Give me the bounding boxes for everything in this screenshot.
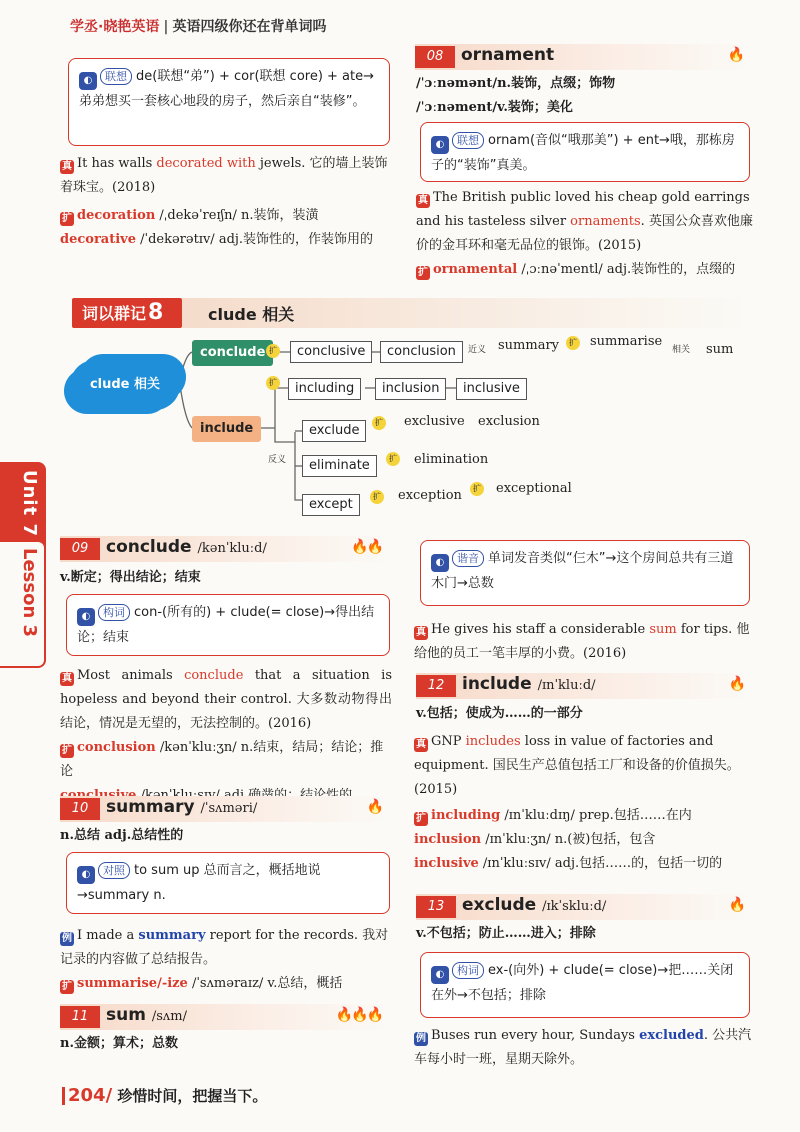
word-summarise: summarise: [590, 334, 663, 349]
mnemonic-box-conclude: ◐ 构词 con-(所有的) + clude(= close)→得出结论；结束: [66, 594, 390, 656]
memory-icon: ◐: [77, 608, 95, 626]
extend-icon: 扩: [266, 376, 280, 390]
node-inclusive: inclusive: [456, 378, 527, 400]
extend-icon: 扩: [470, 482, 484, 496]
fire-icon: 🔥: [727, 47, 743, 63]
fire-icon: 🔥🔥: [351, 539, 382, 555]
relation-synonym: 近义: [468, 345, 487, 355]
word-header-sum: 11 sum /sʌm/ 🔥🔥🔥: [60, 1004, 390, 1030]
fire-icon: 🔥🔥🔥: [335, 1007, 382, 1023]
node-inclusion: inclusion: [375, 378, 446, 400]
ornament-examples: 真 The British public loved his cheap gold earrings and his tasteless silver ornaments. 英国公众喜欢他廉价的金耳环和毫无品位的银饰。(2015) 扩 ornamental /ˌɔːnəˈmentl/ adj.装饰性的，点缀的: [416, 190, 753, 278]
headword: ornament: [461, 45, 555, 65]
fire-icon: 🔥: [728, 676, 744, 692]
extend-icon: 扩: [386, 452, 400, 466]
extend-icon: 扩: [418, 267, 428, 278]
section-tag: 词以群记8: [72, 298, 182, 328]
include-examples: 真 GNP includes loss in value of factories and equipment. 国民生产总值包括工厂和设备的价值损失。(2015) 扩 including /ɪnˈkluːdɪŋ/ prep.包括……在内 inclusion /ɪnˈkluːʒn/ n.(被)包括，包含 inclusive /ɪnˈkluːsɪv/ adj.包括……的，包括一切的: [414, 734, 740, 871]
node-conclusion: conclusion: [380, 341, 463, 363]
word-exclusion: exclusion: [478, 414, 540, 429]
summary-examples: 例 I made a summary report for the records. 我对记录的内容做了总结报告。 扩 summarise/-ize /ˈsʌməraɪz/ v.总结，概括: [60, 928, 389, 992]
section-title: clude 相关: [208, 305, 295, 324]
word-header-ornament: [415, 44, 751, 70]
memory-icon: ◐: [431, 136, 449, 154]
word-header-exclude: 13 exclude /ɪkˈskluːd/ 🔥: [416, 894, 752, 920]
ornament-defs: /ˈɔːnəmənt/n.装饰，点缀；饰物 /ˈɔːnəment/v.装饰；美化: [416, 76, 616, 115]
word-sum: sum: [706, 342, 734, 357]
book-title: 英语四级你还在背单词吗: [172, 19, 327, 35]
word-elimination: elimination: [414, 452, 489, 467]
memory-icon: ◐: [431, 554, 449, 572]
extend-icon: 扩: [372, 416, 386, 430]
running-header: 学丞·晓艳英语 | 英语四级你还在背单词吗: [70, 19, 327, 35]
node-conclude: conclude: [192, 340, 273, 366]
memory-icon: ◐: [77, 866, 95, 884]
fire-icon: 🔥: [728, 897, 744, 913]
relation-antonym: 反义: [268, 455, 287, 465]
extend-icon: 扩: [566, 336, 580, 350]
mnemonic-box-sum: ◐ 谐音 单词发音类似“仨木”→这个房间总共有三道木门→总数: [420, 540, 750, 606]
sum-def: n.金额；算术；总数: [60, 1036, 178, 1051]
box-tag: 联想: [100, 68, 132, 85]
memory-icon: ◐: [79, 72, 97, 90]
relation-related: 相关: [672, 345, 691, 355]
word-header-summary: 10 summary /ˈsʌməri/ 🔥: [60, 796, 390, 822]
memory-icon: ◐: [431, 966, 449, 984]
node-including: including: [288, 378, 361, 400]
sum-examples: 真 He gives his staff a considerable sum for tips. 他给他的员工一笔丰厚的小费。(2016): [414, 622, 750, 661]
node-conclusive: conclusive: [290, 341, 372, 363]
unit-label: Unit 7: [19, 470, 40, 537]
box-text: de(联想“弟”) + cor(联想 core) + ate→弟弟想买一套核心地段的房子，然后亲自“装修”。: [79, 69, 375, 109]
node-except: except: [302, 494, 360, 516]
exclude-examples: 例 Buses run every hour, Sundays excluded. 公共汽车每小时一班，星期天除外。: [414, 1028, 752, 1067]
extend-icon: 扩: [266, 344, 280, 358]
mnemonic-box-summary: ◐ 对照 to sum up 总而言之，概括地说→summary n.: [66, 852, 390, 914]
brand-name: 学丞·晓艳英语: [70, 19, 160, 35]
mnemonic-box-exclude: ◐ 构词 ex-(向外) + clude(= close)→把……关闭在外→不包括；排除: [420, 952, 750, 1018]
node-eliminate: eliminate: [302, 455, 377, 477]
conclude-examples: 真 Most animals conclude that a situation is hopeless and beyond their control. 大多数动物得出结论，情况是无望的，无法控制的。(2016) 扩 conclusion /kənˈkluːʒn/ n.结束，结局；结论；推论: [60, 668, 392, 779]
mnemonic-box-decorate: [68, 58, 390, 146]
extend-icon: 扩: [370, 490, 384, 504]
include-def: v.包括；使成为……的一部分: [416, 706, 583, 721]
page-footer: [68, 1085, 267, 1106]
extend-icon: 扩: [62, 213, 72, 224]
mindmap-center: clude 相关: [70, 360, 180, 410]
conclude-def: v.断定；得出结论；结束: [60, 570, 201, 585]
fire-icon: 🔥: [366, 799, 382, 815]
footer-motto: 珍惜时间，把握当下。: [117, 1087, 268, 1105]
exclude-def: v.不包括；防止……进入；排除: [416, 926, 596, 941]
node-include: include: [192, 416, 261, 442]
example-icon: 真: [62, 161, 72, 172]
example-icon: 真: [418, 195, 428, 206]
mnemonic-box-ornament: ◐ 联想 ornam(音似“哦那美”) + ent→哦，那栋房子的“装饰”真美。: [420, 122, 750, 182]
word-exceptional: exceptional: [496, 481, 572, 496]
summary-def: n.总结 adj.总结性的: [60, 828, 184, 843]
lesson-label: Lesson 3: [19, 548, 40, 638]
node-exclude: exclude: [302, 420, 366, 442]
word-header-conclude: 09 conclude /kənˈkluːd/ 🔥🔥: [60, 536, 390, 562]
word-exception: exception: [398, 488, 462, 503]
word-summary: summary: [498, 338, 560, 353]
decorate-examples: 真 It has walls decorated with jewels. 它的墙上装饰着珠宝。(2018) 扩 decoration /ˌdekəˈreɪʃn/ n.装饰，装潢 decorative /ˈdekərətɪv/ adj.装饰性的，作装饰用的: [60, 156, 388, 247]
page-number: 204/: [68, 1085, 113, 1106]
word-number: 08: [415, 46, 455, 68]
word-exclusive: exclusive: [404, 414, 465, 429]
word-header-include: 12 include /ɪnˈkluːd/ 🔥: [416, 673, 752, 699]
